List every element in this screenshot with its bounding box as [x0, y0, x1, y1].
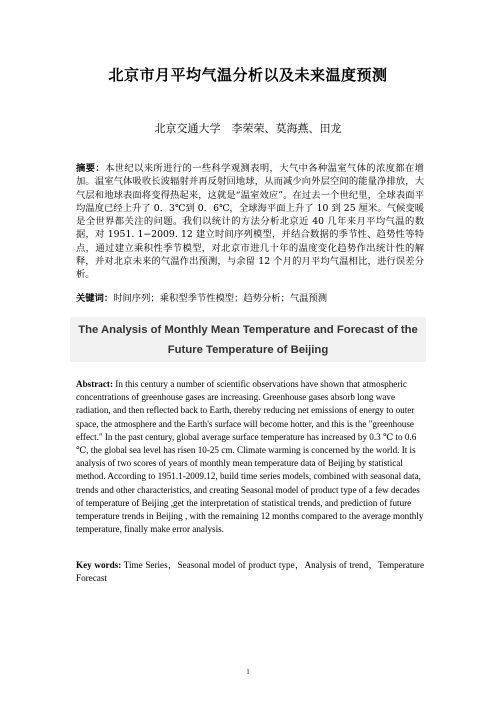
author-line: 北京交通大学 李荣荣、莫海燕、田龙 — [154, 122, 342, 135]
paper-title-chinese: 北京市月平均气温分析以及未来温度预测 — [108, 66, 388, 84]
keywords-chinese — [76, 292, 424, 305]
abstract-chinese-text: 本世纪以来所进行的一些科学观测表明，大气中各种温室气体的浓度都在增加。温室气体吸收长波辐射并再反射回地球，从而减少向外层空间的能量净排放，大气层和地球表面将变得热起来，这就是“温室效应”。在过去一个世纪里，全球表面平均温度已经上升了 0．3℃到 0．6℃，全球海平面上升了 10 到 25 厘米。气候变暖是全世界都关注的问题。我们以统计的方法分析北京近 40 几年来月平均气温的数据，对 1951. 1−2009. 12 建立时间序列模型，并结合数据的季节性、趋势性等特点，通过建立乘积性季节模型，对北京市进几十年的温度变化趋势作出统计性的解释，并对北京未来的气温作出预测，与余留 12 个月的月平均气温相比，进行误差分析。 — [76, 163, 424, 281]
abstract-english-label: Abstract: — [76, 379, 113, 389]
keywords-chinese-label: 关键词： — [76, 293, 114, 304]
paper-title-english-line-2: Future Temperature of Beijing — [167, 344, 329, 356]
keywords-chinese-text: 时间序列；乘积型季节性模型；趋势分析；气温预测 — [113, 293, 328, 304]
abstract-english — [76, 378, 424, 536]
paper-title-english-line-1: The Analysis of Monthly Mean Temperature and Forecast of the — [78, 324, 418, 336]
page-number: 1 — [246, 668, 250, 676]
abstract-chinese-label: 摘要： — [76, 163, 106, 174]
abstract-chinese — [76, 162, 424, 282]
paper-title-english — [70, 320, 426, 360]
abstract-english-text: In this century a number of scientific observations have shown that atmospheric concentrations of greenhouse gases are increasing. Greenhouse gases absorb long wave radiation, and then reflected back to Earth, thereby reducing net emissions of energy to outer space, the atmosphere and the Earth's surface will become hotter, and this is the "greenhouse effect." In the past century, global average surface temperature has increased by 0.3 ℃ to 0.6 ℃, the global sea level has risen 10-25 cm. Climate warming is concerned by the world. It is analysis of two scores of years of monthly mean temperature data of Beijing by statistical method. According to 1951.1-2009.12, build time series models, combined with seasonal data, trends and other characteristics, and creating Seasonal model of product type of a few decades of temperature of Beijing ,get the interpretation of statistical trends, and prediction of future temperature trends in Beijing , with the remaining 12 months compared to the average monthly temperature, finally make error analysis. — [76, 379, 424, 535]
keywords-english-label: Key words: — [76, 560, 122, 570]
keywords-english — [76, 559, 424, 585]
keywords-english-text: Time Series，Seasonal model of product type，Analysis of trend，Temperature Forecast — [76, 560, 425, 583]
